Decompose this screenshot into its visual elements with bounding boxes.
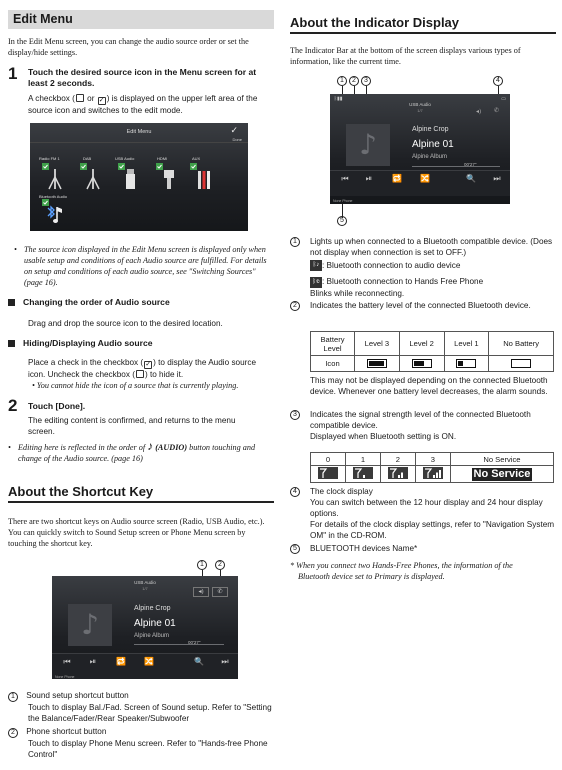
status-bluetooth-icon: ᛒ▮▮ [334, 96, 343, 102]
phone-icon[interactable]: ✆ [494, 108, 500, 114]
menu-label-aux: AUX [192, 156, 201, 161]
item-1-audio-line: ᛒ♪ : Bluetooth connection to audio device [310, 260, 556, 271]
screen-artist: Alpine Crop [134, 605, 171, 612]
signal-bar [401, 473, 403, 479]
square-bullet-icon [8, 299, 15, 306]
repeat-icon[interactable]: 🔁 [392, 174, 402, 183]
item-2-note: This may not be displayed depending on the connected Bluetooth device. Whenever one battery level decreases, the alarm sounds. [310, 376, 548, 396]
battery-icon [456, 359, 476, 368]
order-body: Drag and drop the source icon to the desired location. [28, 319, 223, 328]
bullet-dot: • [32, 381, 37, 390]
item-2-title: Phone shortcut button [26, 727, 107, 736]
phone-icon: ✆ [217, 589, 223, 595]
screen-track-number: 1/7 [142, 586, 148, 591]
indicator-screen-image [330, 94, 510, 204]
edit-menu-note-2: • Editing here is reflected in the order of ♪ (AUDIO) button touching and change of the Audio source. (page 16) [8, 439, 256, 463]
item-1-hfp-line: ᛒ✆ : Bluetooth connection to Hands Free Phone [310, 276, 556, 287]
sound-setup-shortcut-button[interactable] [193, 587, 209, 597]
bullet-dot: • [8, 443, 11, 452]
hide-heading: Hiding/Displaying Audio source [8, 338, 153, 348]
hide-body: Place a check in the checkbox ( ✓ ) to display the Audio source icon. Uncheck the checkbox ( ) to hide it. [28, 358, 257, 379]
screen-device-name: None Phone [55, 675, 75, 679]
battery-header-cell: Level 1 [444, 332, 489, 356]
step-1-title: Touch the desired source icon in the Menu screen for at least 2 seconds. [28, 67, 257, 88]
edit-menu-section-header [8, 10, 274, 29]
battery-icon [367, 359, 387, 368]
item-1-number: 1 [290, 237, 300, 247]
signal-bar [439, 470, 441, 478]
status-clock: ▭ [501, 96, 506, 102]
item-5-number: 5 [290, 544, 300, 554]
step-1-body: A checkbox ( or ✓ ) is displayed on the upper left area of the source icon and switches to the edit mode. [28, 94, 258, 115]
battery-icon [412, 359, 432, 368]
item-4-body: You can switch between the 12 hour display and 24 hour display options. [310, 498, 543, 518]
prev-track-icon[interactable]: ⏮ [63, 657, 71, 666]
play-pause-icon[interactable]: ⏯ [365, 174, 373, 183]
bluetooth-audio-status-icon: ᛒ♪ [310, 260, 322, 271]
signal-bar [398, 475, 400, 478]
indicator-item-3 [290, 409, 556, 442]
item-1-blink: Blinks while reconnecting. [310, 288, 405, 298]
album-art-placeholder [346, 124, 390, 166]
shortcut-title: About the Shortcut Key [8, 484, 274, 503]
play-pause-icon[interactable]: ⏯ [89, 657, 97, 666]
battery-header-cell: Level 3 [355, 332, 400, 356]
battery-level-table [310, 331, 554, 372]
screen-song-title: Alpine 01 [412, 139, 454, 150]
control-bar [330, 170, 510, 196]
signal-header-cell: No Service [450, 453, 553, 466]
menu-label-bluetooth: Bluetooth Audio [39, 194, 68, 199]
signal-icon [423, 467, 443, 479]
indicator-item-5 [290, 543, 556, 554]
step-2 [8, 396, 274, 436]
signal-header-cell: 3 [415, 453, 450, 466]
screen-elapsed-time: 00'27" [464, 162, 477, 167]
shuffle-icon[interactable]: 🔀 [420, 174, 430, 183]
step-2-number: 2 [8, 396, 18, 415]
next-track-icon[interactable]: ⏭ [493, 174, 501, 183]
indicator-item-1 [290, 236, 556, 299]
signal-strength-table [310, 452, 554, 483]
battery-header-cell: No Battery [489, 332, 554, 356]
no-service-icon: No Service [473, 467, 531, 480]
shortcut-item-2 [8, 726, 274, 760]
indicator-intro: The Indicator Bar at the bottom of the screen displays various types of information, like the current time. [290, 46, 521, 66]
screen-artist: Alpine Crop [412, 126, 449, 133]
callout-4: 4 [493, 76, 503, 86]
indicator-section-header [290, 15, 556, 34]
item-1-number: 1 [8, 692, 18, 702]
item-3-number: 3 [290, 410, 300, 420]
menu-label-radio: Radio FM 1 [39, 156, 60, 161]
signal-header-cell: 1 [345, 453, 380, 466]
screen-source-label: USB Audio [134, 580, 156, 585]
signal-header-cell: 0 [311, 453, 346, 466]
screen-elapsed-time: 00'27" [188, 640, 201, 645]
progress-bar[interactable] [134, 644, 224, 645]
hide-note: • You cannot hide the icon of a source that is currently playing. [32, 381, 239, 390]
item-5-title: BLUETOOTH devices Name* [310, 544, 418, 553]
music-note-icon: ♪ [147, 439, 154, 453]
screen-album: Alpine Album [134, 633, 170, 639]
item-1-body: Touch to display Bal./Fad. Screen of Sound setup. Refer to "Setting the Balance/Fader/Rear Speaker/Subwoofer [28, 703, 272, 723]
edit-menu-note-1: • The source icon displayed in the Edit Menu screen is displayed only when usable setup and conditions of each Audio source are fulfilled. For details on setup and conditions of each audio source, see "Switching Sources" (page 16). [14, 245, 267, 287]
battery-header-cell: Level 2 [399, 332, 444, 356]
next-track-icon[interactable]: ⏭ [221, 657, 229, 666]
prev-track-icon[interactable]: ⏮ [341, 174, 349, 183]
edit-menu-screen-title: Edit Menu [126, 129, 152, 135]
shuffle-icon[interactable]: 🔀 [144, 657, 154, 666]
speaker-icon[interactable]: ◂) [476, 109, 482, 115]
radio-antenna-icon[interactable] [42, 163, 64, 191]
music-note-icon: ♪ [81, 608, 99, 641]
callout-1: 1 [197, 560, 207, 570]
shortcut-screen-image [52, 576, 238, 679]
shortcut-item-1 [8, 690, 274, 724]
edit-menu-screen-image [30, 123, 248, 231]
bullet-dot: • [14, 245, 17, 254]
signal-icon [388, 467, 408, 479]
signal-bar [433, 475, 435, 478]
item-1-title: Sound setup shortcut button [26, 691, 129, 700]
indicator-footnote: * When you connect two Hands-Free Phones, the information of the Bluetooth device set to Primary is displayed. [290, 561, 513, 581]
screen-song-title: Alpine 01 [134, 618, 176, 629]
battery-header-cell: Battery Level [311, 332, 355, 356]
item-4-title: The clock display [310, 487, 373, 496]
menu-label-usb: USB Audio [115, 156, 135, 161]
battery-icon [511, 359, 531, 368]
callout-2: 2 [215, 560, 225, 570]
step-2-title: Touch [Done]. [28, 401, 86, 411]
indicator-item-2 [290, 300, 556, 311]
screen-source-label: USB Audio [409, 102, 431, 107]
aux-rca-icon[interactable] [190, 163, 212, 191]
item-2-number: 2 [8, 728, 18, 738]
step-2-body: The editing content is confirmed, and returns to the menu screen. [28, 416, 236, 436]
progress-bar[interactable] [412, 166, 500, 167]
checkbox-checked-icon: ✓ [98, 97, 105, 104]
callout-3: 3 [361, 76, 371, 86]
music-note-icon: ♪ [359, 128, 377, 161]
signal-header-cell: 2 [380, 453, 415, 466]
shortcut-intro: There are two shortcut keys on Audio source screen (Radio, USB Audio, etc.). You can quickly switch to Sound Setup screen or Phone Menu screen by touching the shortcut key. [8, 517, 265, 548]
callout-2: 2 [349, 76, 359, 86]
screen-device-name: None Phone [333, 199, 353, 203]
item-2-number: 2 [290, 301, 300, 311]
indicator-item-4 [290, 486, 556, 541]
menu-label-dab: DAB [83, 156, 92, 161]
item-4-number: 4 [290, 487, 300, 497]
square-bullet-icon [8, 340, 15, 347]
hdmi-plug-icon[interactable] [156, 163, 178, 191]
control-bar [52, 653, 238, 679]
signal-bar [436, 473, 438, 479]
bluetooth-audio-icon[interactable] [42, 199, 64, 227]
phone-shortcut-button[interactable] [212, 587, 228, 597]
edit-menu-title: Edit Menu [8, 10, 274, 29]
search-icon[interactable]: 🔍 [466, 174, 476, 183]
done-check-icon: ✓ [230, 126, 238, 136]
step-1 [8, 64, 274, 124]
dab-antenna-icon[interactable] [80, 163, 102, 191]
shortcut-section-header [8, 484, 274, 503]
item-4-body-2: For details of the clock display settings, refer to "Navigation System OM" in the CD-ROM. [310, 520, 555, 540]
screen-divider [30, 142, 248, 143]
bluetooth-phone-status-icon: ᛒ✆ [310, 277, 322, 288]
item-1-title: Lights up when connected to a Bluetooth compatible device. (Does not display when connection is set to OFF.) [310, 237, 553, 257]
signal-icon [353, 467, 373, 479]
search-icon[interactable]: 🔍 [194, 657, 204, 666]
item-3-title: Indicates the signal strength level of the connected Bluetooth compatible device. [310, 410, 531, 430]
callout-5: 5 [337, 216, 347, 226]
item-2-title: Indicates the battery level of the connected Bluetooth device. [310, 301, 531, 310]
item-3-sub: Displayed when Bluetooth setting is ON. [310, 432, 457, 441]
indicator-title: About the Indicator Display [290, 15, 556, 34]
signal-bar [363, 475, 365, 478]
item-2-body: Touch to display Phone Menu screen. Refer to "Hands-free Phone Control" [28, 739, 268, 759]
checkbox-empty-icon [76, 94, 84, 102]
usb-stick-icon[interactable] [118, 163, 140, 191]
screen-album: Alpine Album [412, 154, 448, 160]
battery-icon-row-label: Icon [311, 356, 355, 372]
step-1-number: 1 [8, 64, 18, 83]
album-art-placeholder [68, 604, 112, 646]
menu-label-hdmi: HDMI [157, 156, 168, 161]
order-heading: Changing the order of Audio source [8, 297, 170, 307]
edit-menu-intro: In the Edit Menu screen, you can change the audio source order or set the display/hide settings. [8, 37, 249, 57]
screen-track-number: 1/7 [417, 108, 423, 113]
speaker-icon: ◂) [198, 589, 204, 595]
signal-icon [318, 467, 338, 479]
checkbox-checked-icon: ✓ [145, 361, 152, 368]
callout-1: 1 [337, 76, 347, 86]
checkbox-empty-icon [136, 370, 144, 378]
repeat-icon[interactable]: 🔁 [116, 657, 126, 666]
done-label: Done [232, 137, 242, 142]
